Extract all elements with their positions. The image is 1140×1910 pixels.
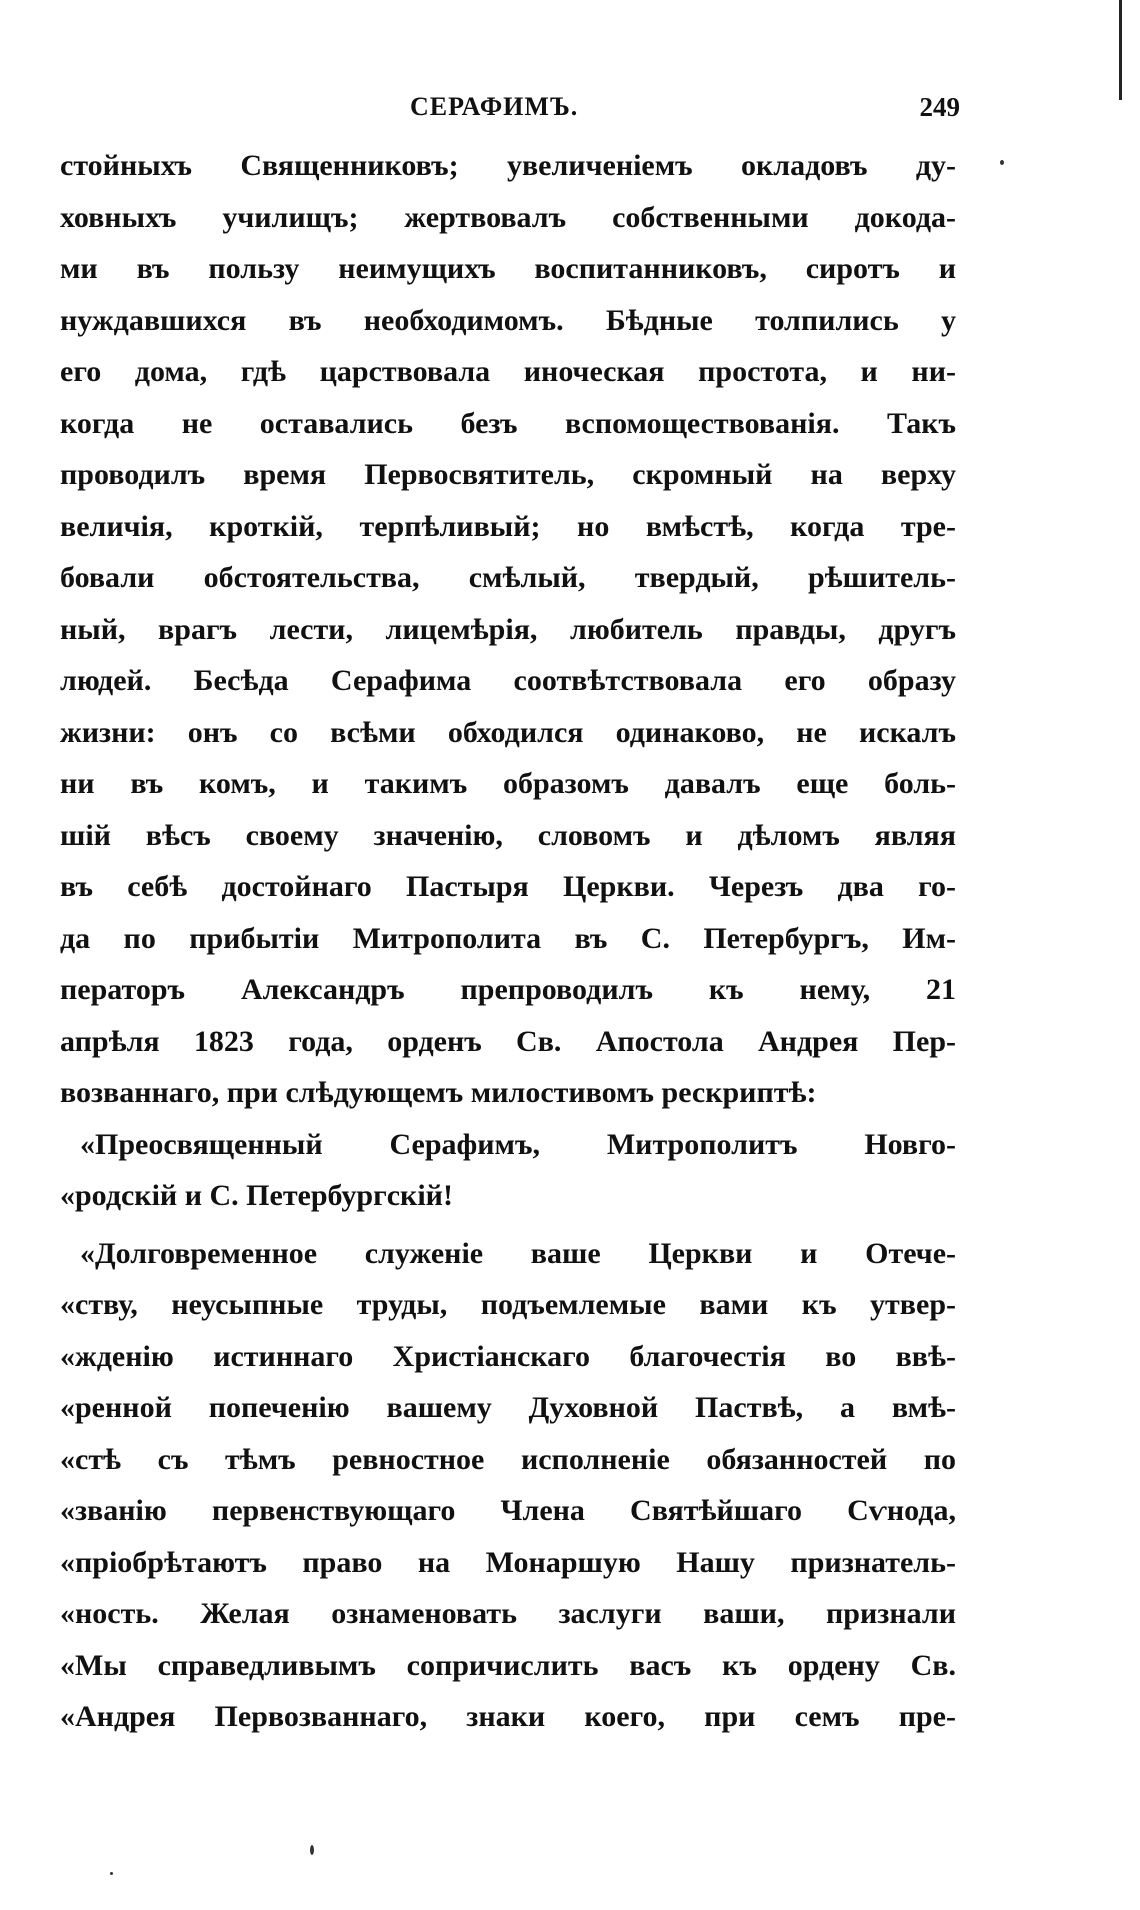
running-title: СЕРАФИМЪ.	[410, 92, 579, 121]
page-header	[60, 92, 960, 132]
text-line: возваннаго, при слѣдующемъ милостивомъ рескриптѣ:	[60, 1076, 817, 1109]
scan-speck	[1000, 160, 1004, 165]
text-line: величiя, кроткiй, терпѣливый; но вмѣстѣ, когда тре-	[60, 509, 956, 543]
text-line: въ себѣ достойнаго Пастыря Церкви. Черезъ два го-	[60, 870, 956, 903]
quote-line: «Андрея Первозваннаго, знаки коего, при семъ пре-	[60, 1700, 956, 1733]
text-line: стойныхъ Священниковъ; увеличенiемъ окладовъ ду-	[60, 149, 956, 182]
quote-line: «Долговременное служенiе ваше Церкви и Отече-	[80, 1236, 956, 1270]
quote-line: «прiобрѣтаютъ право на Монаршую Нашу признатель-	[60, 1545, 956, 1579]
text-line: ператоръ Александръ препроводилъ къ нему, 21	[60, 973, 956, 1006]
quote-line: «ность. Желая ознаменовать заслуги ваши, признали	[60, 1597, 956, 1630]
text-line: апрѣля 1823 года, орденъ Св. Апостола Андрея Пер-	[60, 1024, 956, 1058]
rescript-salutation	[60, 1119, 956, 1222]
text-line: ховныхъ училищъ; жертвовалъ собственными докода-	[60, 200, 956, 234]
text-line: проводилъ время Первосвятитель, скромный на верху	[60, 458, 956, 491]
quote-line: «ству, неусыпные труды, подъемлемые вами къ утвер-	[60, 1288, 956, 1321]
scan-speck	[110, 1872, 113, 1875]
text-line: ми въ пользу неимущихъ воспитанниковъ, сиротъ и	[60, 252, 956, 285]
scan-speck	[310, 1845, 314, 1855]
text-line: жизни: онъ со всѣми обходился одинаково, не искалъ	[60, 715, 956, 749]
quote-line: «стѣ съ тѣмъ ревностное исполненiе обязанностей по	[60, 1442, 956, 1476]
text-line: ни въ комъ, и такимъ образомъ давалъ еще боль-	[60, 767, 956, 800]
text-line: да по прибытiи Митрополита въ С. Петербургъ, Им-	[60, 921, 956, 955]
main-text	[60, 140, 956, 1743]
text-line: людей. Бесѣда Серафима соотвѣтствовала его образу	[60, 664, 956, 697]
text-line: бовали обстоятельства, смѣлый, твердый, рѣшитель-	[60, 561, 956, 594]
quote-line: «ренной попеченiю вашему Духовной Паствѣ, а вмѣ-	[60, 1391, 956, 1424]
quote-line: «жденiю истиннаго Христiанскаго благочестiя во ввѣ-	[60, 1339, 956, 1373]
body-paragraph	[60, 140, 956, 1119]
quote-line: «родскiй и С. Петербургскiй!	[60, 1179, 453, 1212]
quote-line: «Мы справедливымъ сопричислить васъ къ ордену Св.	[60, 1648, 956, 1682]
text-line: шiй вѣсъ своему значенiю, словомъ и дѣломъ являя	[60, 818, 956, 852]
page-edge-rule	[1119, 0, 1122, 100]
text-line: когда не оставались безъ вспомоществованiя. Такъ	[60, 406, 956, 440]
quote-line: «Преосвященный Серафимъ, Митрополитъ Новго-	[80, 1127, 956, 1161]
text-line: ный, врагъ лести, лицемѣрiя, любитель правды, другъ	[60, 612, 956, 646]
rescript-body	[60, 1228, 956, 1743]
text-line: его дома, гдѣ царствовала иноческая простота, и ни-	[60, 355, 956, 388]
quote-line: «званiю первенствующаго Члена Святѣйшаго Сѵнода,	[60, 1494, 956, 1527]
text-line: нуждавшихся въ необходимомъ. Бѣдные толпились у	[60, 303, 956, 337]
page-number: 249	[919, 92, 960, 122]
